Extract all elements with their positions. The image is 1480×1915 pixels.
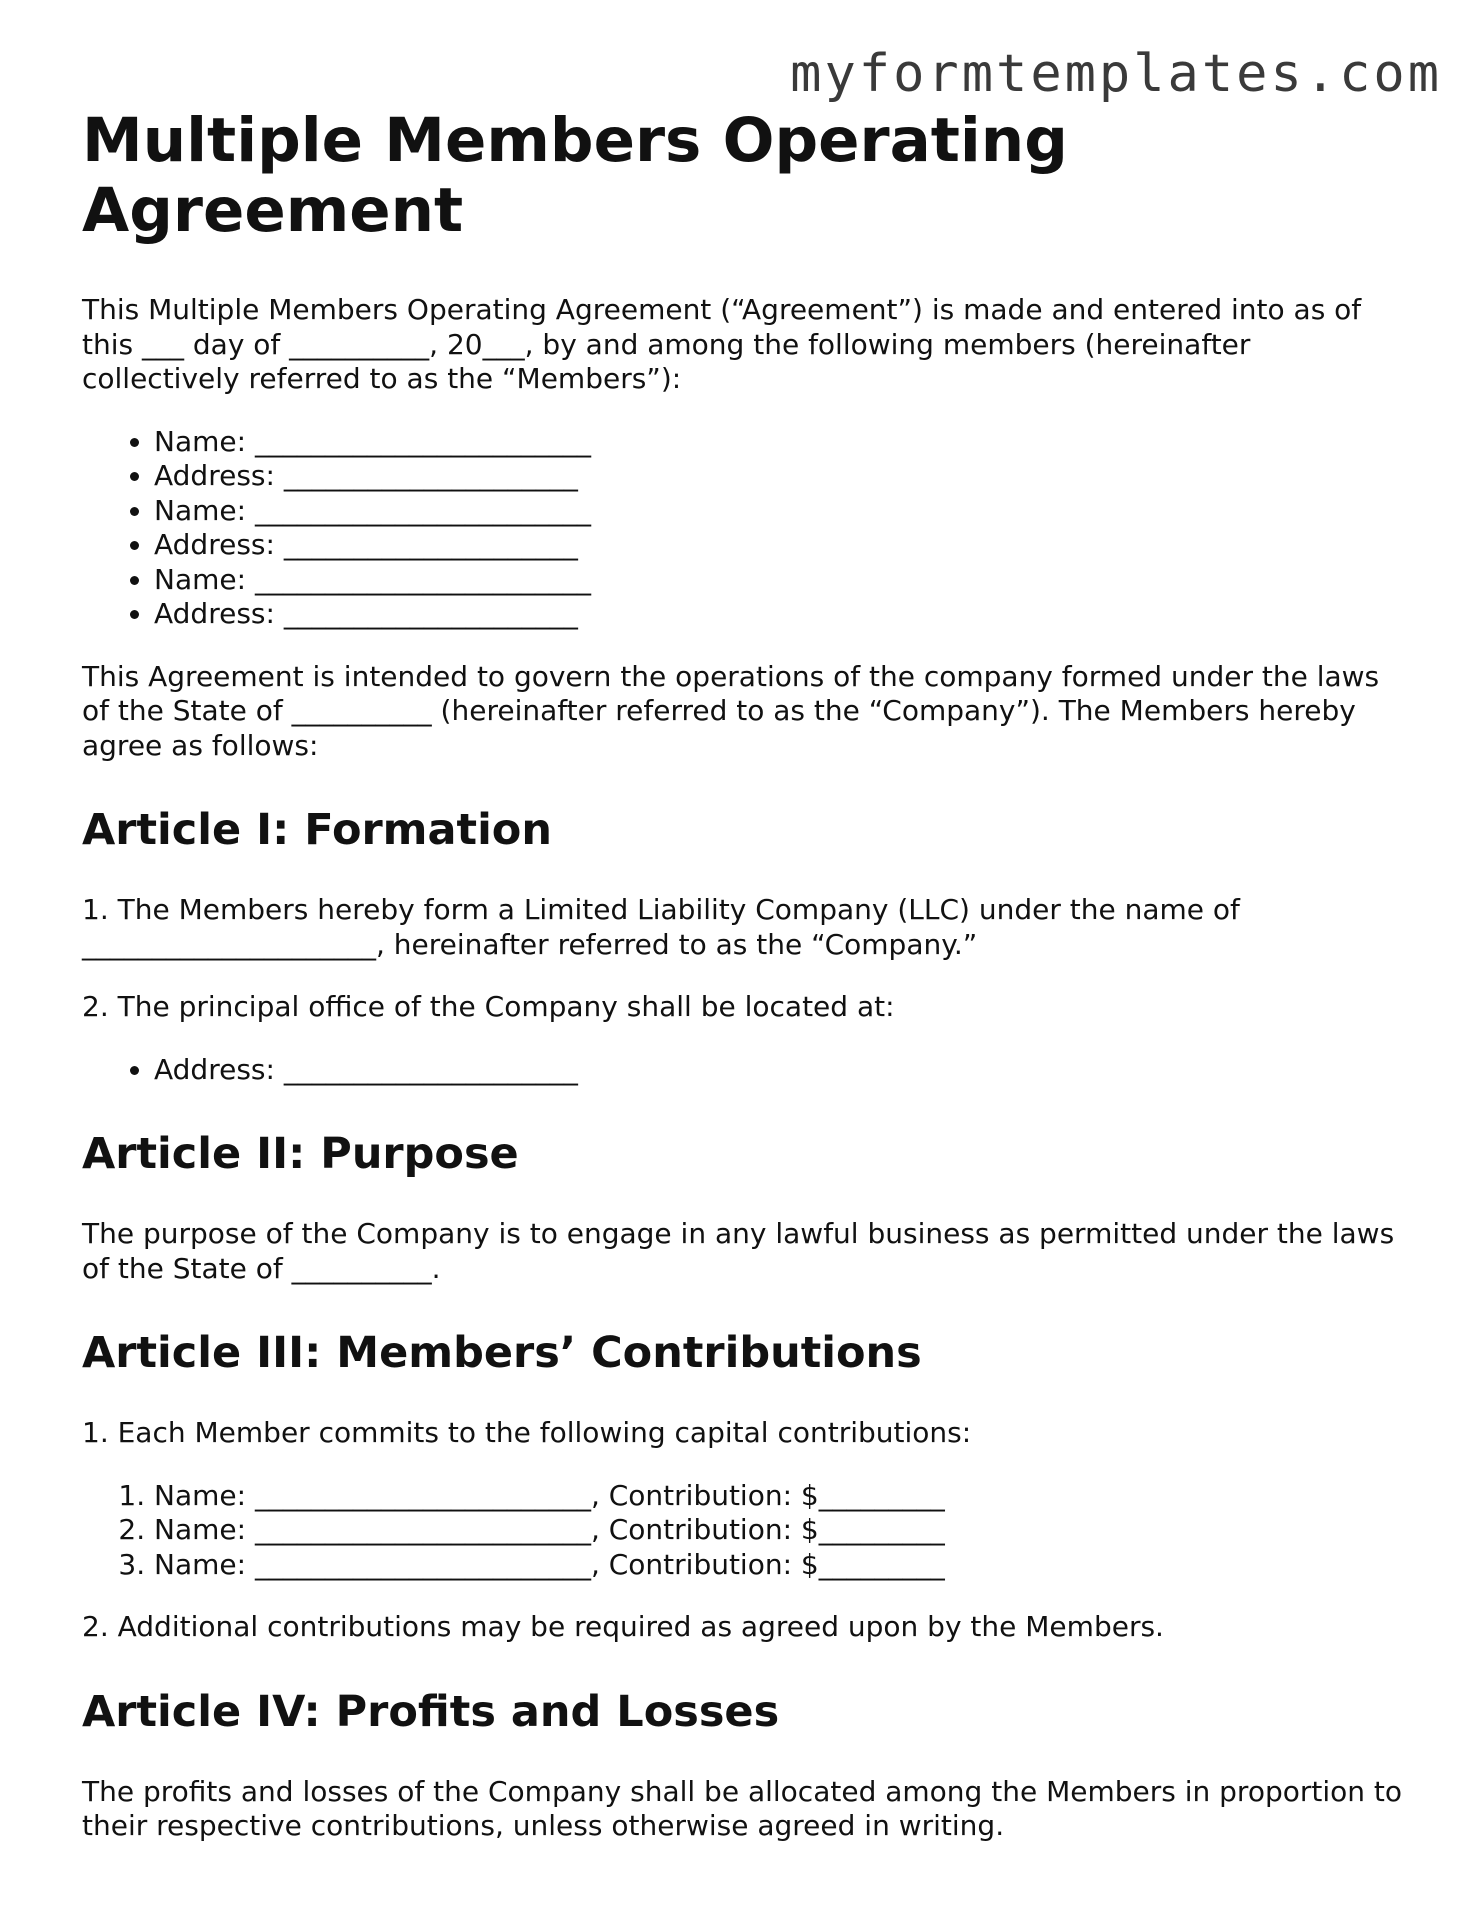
member-address-field: • Address: _____________________ <box>154 528 1412 563</box>
article-1-clause-2: 2. The principal office of the Company shall be located at: <box>82 990 895 1023</box>
member-address-field: • Address: _____________________ <box>154 459 1412 494</box>
article-3-heading: Article III: Members’ Contributions <box>82 1328 922 1378</box>
article-3-clause-1: 1. Each Member commits to the following capital contributions: <box>82 1416 972 1449</box>
member-name-field: • Name: ________________________ <box>154 425 1412 460</box>
contribution-item: 1. Name: ________________________, Contribution: $_________ <box>154 1479 1412 1514</box>
article-2-paragraph: The purpose of the Company is to engage in any lawful business as permitted under the laws of the State of __________. <box>82 1217 1395 1285</box>
article-4-paragraph: The profits and losses of the Company shall be allocated among the Members in proportion to their respective contributions, unless otherwise agreed in writing. <box>82 1774 1403 1842</box>
contribution-item: 2. Name: ________________________, Contribution: $_________ <box>154 1513 1412 1548</box>
article-4-heading: Article IV: Profits and Losses <box>82 1686 780 1737</box>
principal-office-list <box>82 1053 1412 1088</box>
members-list <box>82 425 1412 632</box>
member-name-field: • Name: ________________________ <box>154 563 1412 598</box>
article-1-clause-1: 1. The Members hereby form a Limited Liability Company (LLC) under the name of _____________________, hereinafter referred to as the “Company.” <box>82 893 1240 961</box>
document-body <box>82 106 1412 1872</box>
principal-office-address-field: • Address: _____________________ <box>154 1053 1412 1088</box>
article-3-clause-2: 2. Additional contributions may be required as agreed upon by the Members. <box>82 1610 1164 1643</box>
document-title: Multiple Members Operating Agreement <box>82 105 1068 246</box>
member-address-field: • Address: _____________________ <box>154 597 1412 632</box>
article-1-heading: Article I: Formation <box>82 805 552 855</box>
govern-paragraph: This Agreement is intended to govern the operations of the company formed under the laws of the State of __________ (hereinafter referred to as the “Company”). The Members hereby agree as follows: <box>82 659 1380 762</box>
member-name-field: • Name: ________________________ <box>154 494 1412 529</box>
contribution-item: 3. Name: ________________________, Contribution: $_________ <box>154 1548 1412 1583</box>
intro-paragraph: This Multiple Members Operating Agreement (“Agreement”) is made and entered into as of this ___ day of __________, 20___, by and among the following members (hereinafter collectively referred to as the “Members”): <box>82 293 1362 395</box>
watermark: myformtemplates.com <box>790 44 1442 104</box>
contributions-list <box>82 1479 1412 1583</box>
article-2-heading: Article II: Purpose <box>82 1129 519 1179</box>
